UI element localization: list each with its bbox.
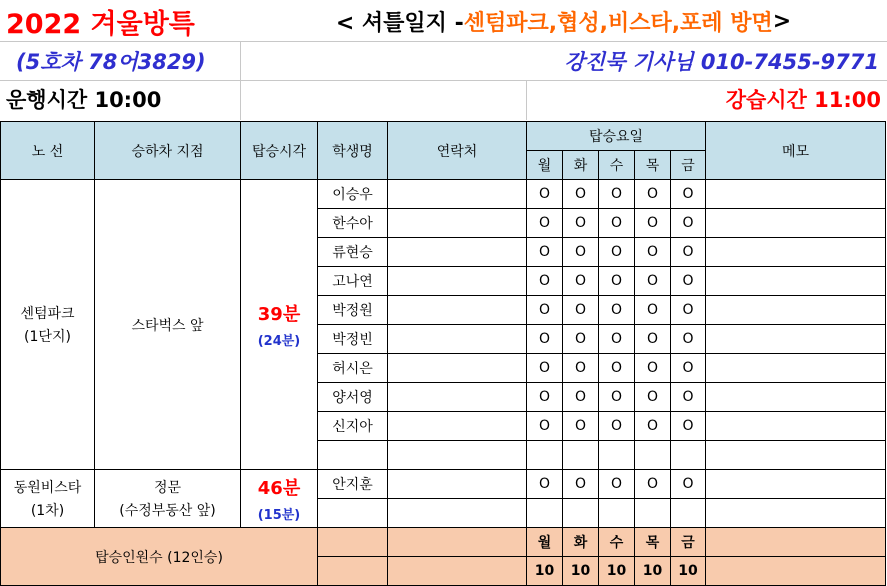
memo-cell [706,499,886,528]
day-mark: O [563,267,599,296]
grid-line [240,42,241,80]
day-mark [527,441,563,470]
student-name: 안지훈 [318,470,388,499]
summary-memo [706,557,886,586]
student-name: 허시은 [318,354,388,383]
day-mark: O [563,209,599,238]
memo-cell [706,383,886,412]
memo-cell [706,470,886,499]
day-mark: O [635,383,671,412]
memo-cell [706,209,886,238]
contact-cell [388,383,527,412]
route-cell [1,180,95,470]
driver-info: 강진묵 기사님 010-7455-9771 [564,50,879,74]
day-mark: O [563,238,599,267]
day-mark: O [599,470,635,499]
student-name: 이승우 [318,180,388,209]
day-mark: O [671,325,706,354]
memo-cell [706,325,886,354]
day-mark: O [527,267,563,296]
route-sub: (1차) [30,503,65,519]
contact-cell [388,209,527,238]
summary-days-row [1,528,886,557]
student-name [318,499,388,528]
day-mark: O [671,470,706,499]
col-day-mon: 월 [527,151,563,180]
summary-count: 10 [599,557,635,586]
grid-line [526,80,527,120]
day-mark: O [671,267,706,296]
day-mark: O [671,383,706,412]
day-mark: O [599,325,635,354]
day-mark: O [563,354,599,383]
stop-cell [95,180,241,470]
day-mark: O [671,238,706,267]
contact-cell [388,412,527,441]
col-day-fri: 금 [671,151,706,180]
col-student: 학생명 [318,122,388,180]
summary-day: 화 [563,528,599,557]
shuttle-title [240,0,887,42]
grid-line [240,80,241,120]
route-cell [1,470,95,528]
memo-cell [706,180,886,209]
shuttle-table [0,121,886,586]
day-mark: O [671,180,706,209]
contact-cell [388,325,527,354]
day-mark: O [599,180,635,209]
summary-blank [388,528,527,557]
summary-day: 수 [599,528,635,557]
memo-cell [706,238,886,267]
shuttle-suffix: > [772,8,792,34]
contact-cell [388,354,527,383]
day-mark [671,441,706,470]
student-row [1,180,886,209]
summary-day: 목 [635,528,671,557]
summary-day: 금 [671,528,706,557]
route-name: 동원비스타 [13,480,82,496]
day-mark: O [599,209,635,238]
page-title [0,0,240,42]
boarding-time: 46분 [257,478,301,499]
day-mark: O [635,267,671,296]
day-mark: O [599,296,635,325]
memo-cell [706,412,886,441]
stop-name: 정문 [153,480,182,496]
route-sub: (1단지) [24,329,71,345]
day-mark: O [635,354,671,383]
stop-name: 스타벅스 앞 [131,317,204,334]
summary-count: 10 [671,557,706,586]
drive-time: 운행시간 10:00 [6,88,162,112]
title-text: 2022 겨울방특 [6,8,195,40]
time-cell [241,470,318,528]
student-name: 양서영 [318,383,388,412]
bus-info: (5호차 78어3829) [16,50,206,74]
day-mark: O [671,412,706,441]
contact-cell [388,499,527,528]
col-day-thu: 목 [635,151,671,180]
day-mark [563,441,599,470]
header-row [1,122,886,151]
col-contact: 연락처 [388,122,527,180]
col-stop: 승하차 지점 [95,122,241,180]
summary-count: 10 [527,557,563,586]
summary-blank [318,557,388,586]
day-mark: O [599,383,635,412]
class-time: 강습시간 11:00 [725,88,881,112]
boarding-time-sub: (24분) [257,334,301,349]
day-mark: O [599,267,635,296]
day-mark [671,499,706,528]
day-mark: O [527,180,563,209]
student-name: 류현승 [318,238,388,267]
boarding-time: 39분 [257,304,301,325]
summary-count: 10 [635,557,671,586]
contact-cell [388,296,527,325]
group-rows [1,180,886,528]
day-mark: O [527,412,563,441]
day-mark: O [527,354,563,383]
summary-count: 10 [563,557,599,586]
day-mark: O [635,470,671,499]
col-day-tue: 화 [563,151,599,180]
day-mark: O [635,238,671,267]
col-day-wed: 수 [599,151,635,180]
day-mark: O [563,180,599,209]
student-row [1,470,886,499]
stop-cell [95,470,241,528]
contact-cell [388,180,527,209]
student-name [318,441,388,470]
route-name: 센텀파크 [20,306,75,322]
shuttle-destination: 센텀파크,협성,비스타,포레 방면 [463,10,773,36]
summary-blank [388,557,527,586]
contact-cell [388,238,527,267]
summary-memo [706,528,886,557]
day-mark: O [527,470,563,499]
contact-cell [388,267,527,296]
day-mark: O [635,209,671,238]
day-mark: O [563,296,599,325]
memo-cell [706,354,886,383]
memo-cell [706,441,886,470]
day-mark: O [527,209,563,238]
day-mark: O [563,383,599,412]
student-name: 고나연 [318,267,388,296]
day-mark: O [563,325,599,354]
day-mark [599,499,635,528]
summary-blank [318,528,388,557]
contact-cell [388,441,527,470]
day-mark [635,499,671,528]
day-mark: O [635,296,671,325]
day-mark: O [563,470,599,499]
day-mark: O [635,325,671,354]
day-mark: O [563,412,599,441]
time-cell [241,180,318,470]
day-mark: O [635,412,671,441]
day-mark [563,499,599,528]
student-name: 한수아 [318,209,388,238]
day-mark: O [599,238,635,267]
col-memo: 메모 [706,122,886,180]
shuttle-prefix: < 셔틀일지 - [335,10,464,36]
stop-sub: (수정부동산 앞) [119,503,216,519]
student-name: 박정원 [318,296,388,325]
boarding-time-sub: (15분) [257,508,301,523]
day-mark: O [527,383,563,412]
col-days-group: 탑승요일 [527,122,706,151]
day-mark: O [599,354,635,383]
day-mark: O [671,354,706,383]
memo-cell [706,296,886,325]
day-mark: O [527,296,563,325]
day-mark: O [527,325,563,354]
day-mark: O [527,238,563,267]
day-mark [599,441,635,470]
day-mark: O [671,296,706,325]
day-mark [635,441,671,470]
summary-label: 탑승인원수 (12인승) [1,528,318,586]
summary-day: 월 [527,528,563,557]
col-time: 탑승시각 [241,122,318,180]
grid-line [0,41,887,42]
student-name: 박정빈 [318,325,388,354]
grid-line [0,80,887,81]
col-route: 노 선 [1,122,95,180]
day-mark: O [671,209,706,238]
day-mark: O [599,412,635,441]
contact-cell [388,470,527,499]
day-mark: O [635,180,671,209]
day-mark [527,499,563,528]
student-name: 신지아 [318,412,388,441]
memo-cell [706,267,886,296]
